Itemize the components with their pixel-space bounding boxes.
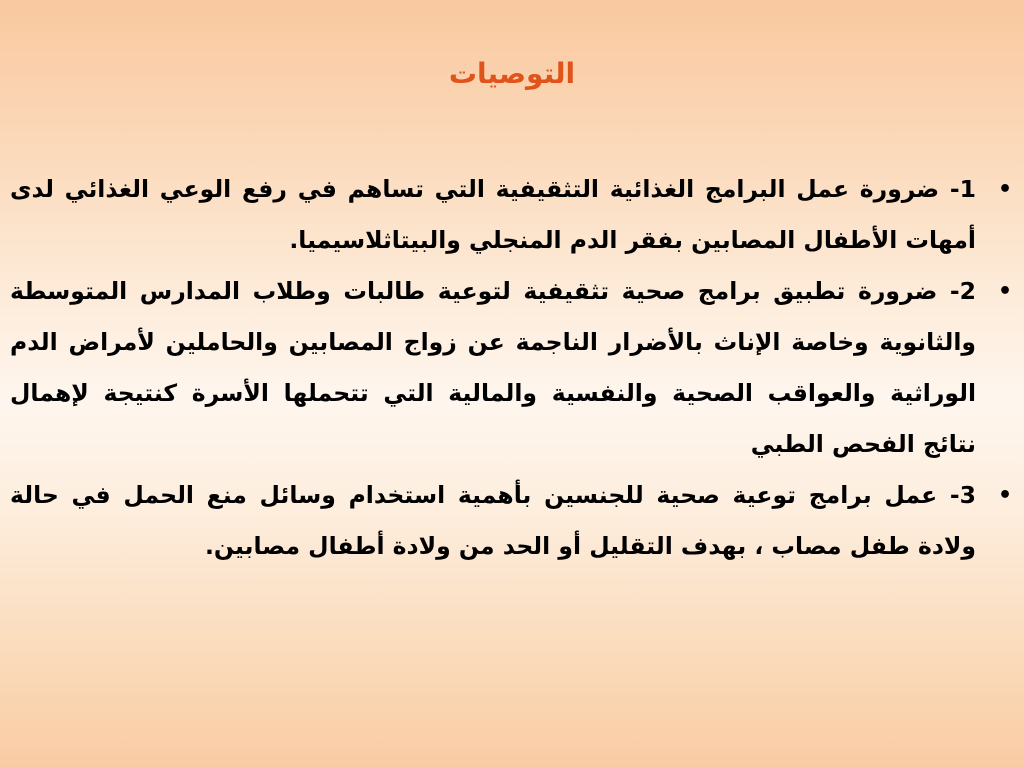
list-item-text: 2- ضرورة تطبيق برامج صحية تثقيفية لتوعية طالبات وطلاب المدارس المتوسطة والثانوية وخاصة الإناث بالأضرار الناجمة عن زواج المصابين والحاملين لأمراض الدم الوراثية والعواقب الصحية والنفسية والمالية التي تتحملها الأسرة كنتيجة لإهمال نتائج الفحص الطبي <box>10 277 976 458</box>
list-item-3 <box>10 470 1018 572</box>
list-item-text: 3- عمل برامج توعية صحية للجنسين بأهمية استخدام وسائل منع الحمل في حالة ولادة طفل مصاب ، بهدف التقليل أو الحد من ولادة أطفال مصابين. <box>10 481 976 560</box>
list-item-2 <box>10 266 1018 470</box>
recommendations-list <box>10 164 1018 572</box>
bullet-icon: • <box>997 279 1012 304</box>
bullet-icon: • <box>997 483 1012 508</box>
slide-title: التوصيات <box>448 57 576 90</box>
bullet-icon: • <box>997 177 1012 202</box>
list-item-1 <box>10 164 1018 266</box>
list-item-text: 1- ضرورة عمل البرامج الغذائية التثقيفية التي تساهم في رفع الوعي الغذائي لدى أمهات الأطفال المصابين بفقر الدم المنجلي والبيتاثلاسيميا. <box>10 175 976 254</box>
